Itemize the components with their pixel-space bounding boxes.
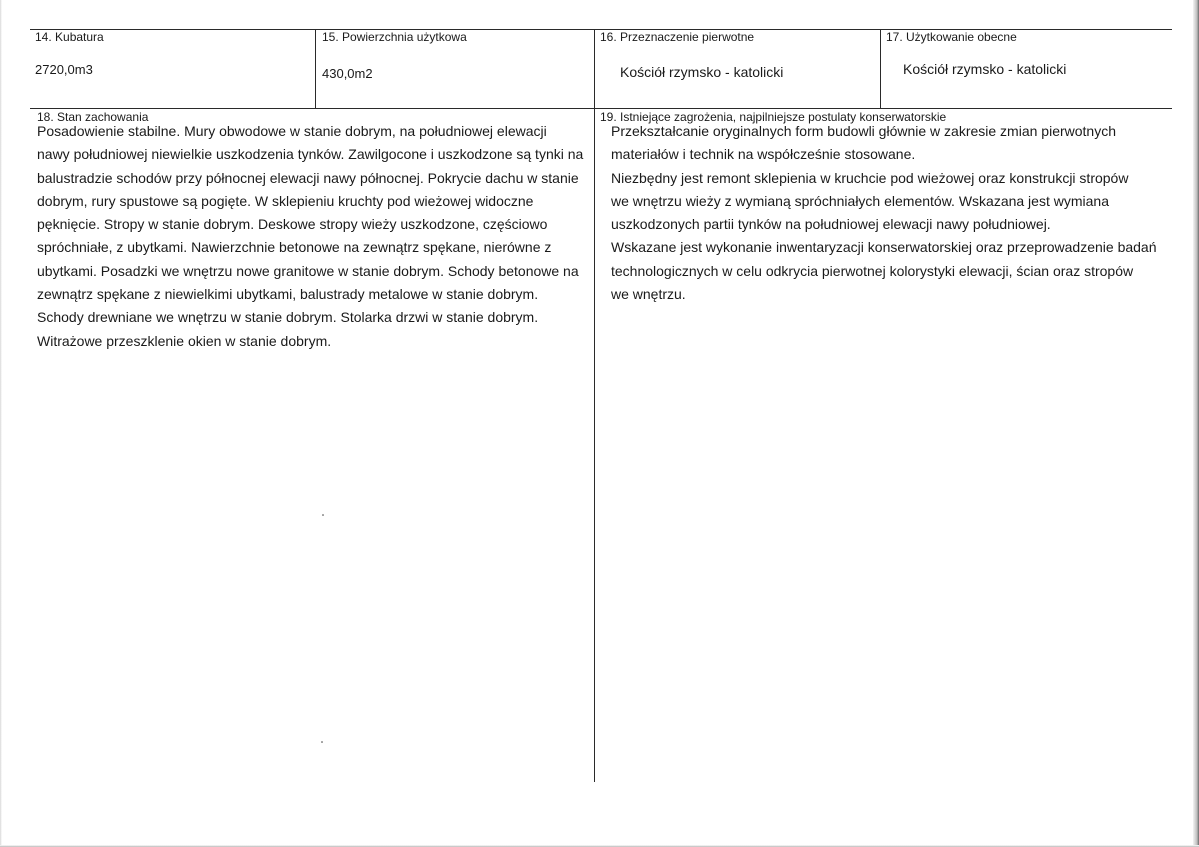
divider-16-17	[880, 29, 881, 108]
field-19-text	[611, 120, 1157, 306]
field-15-value: 430,0m2	[322, 66, 373, 81]
field-19-label: 19. Istniejące zagrożenia, najpilniejsze postulaty konserwatorskie	[600, 110, 947, 124]
field-18-line: spróchniałe, z ubytkami. Nawierzchnie betonowe na zewnątrz spękane, nierówne z	[37, 239, 552, 256]
field-18-line: dobrym, rury spustowe są pogięte. W sklepieniu kruchty pod wieżowej widoczne	[37, 192, 534, 209]
field-18-line: Schody drewniane we wnętrzu w stanie dobrym. Stolarka drzwi w stanie dobrym.	[37, 309, 539, 326]
field-19-line: materiałów i technik na współcześnie stosowane.	[611, 146, 916, 163]
field-15-label: 15. Powierzchnia użytkowa	[322, 30, 467, 44]
scan-speck	[321, 741, 323, 743]
field-16-value: Kościół rzymsko - katolicki	[620, 64, 784, 80]
field-18-line: Posadowienie stabilne. Mury obwodowe w stanie dobrym, na południowej elewacji	[37, 123, 547, 139]
field-19-line: we wnętrzu.	[611, 286, 686, 303]
field-18-line: nawy południowej niewielkie uszkodzenia tynków. Zawilgocone i uszkodzone są tynki na	[37, 146, 584, 163]
field-18-line: ubytkami. Posadzki we wnętrzu nowe granitowe w stanie dobrym. Schody betonowe na	[37, 262, 579, 279]
field-14-value: 2720,0m3	[35, 62, 93, 77]
scan-edge-left	[0, 0, 2, 847]
divider-14-15	[315, 29, 316, 108]
field-19-line: we wnętrzu wieży z wymianą spróchniałych elementów. Wskazana jest wymiana	[611, 192, 1109, 209]
field-19-line: Niezbędny jest remont sklepienia w kruchcie pod wieżowej oraz konstrukcji stropów	[611, 169, 1129, 186]
field-16-label: 16. Przeznaczenie pierwotne	[600, 30, 755, 44]
field-19-line: Wskazane jest wykonanie inwentaryzacji konserwatorskiej oraz przeprowadzenie badań	[611, 239, 1157, 256]
scan-edge-right	[1193, 0, 1199, 847]
field-17-value: Kościół rzymsko - katolicki	[903, 61, 1067, 77]
divider-18-19	[594, 108, 595, 782]
scan-speck	[322, 514, 324, 516]
field-18-line: Witrażowe przeszklenie okien w stanie dobrym.	[37, 332, 332, 349]
field-18-line: zewnątrz spękane z niewielkimi ubytkami, balustrady metalowe w stanie dobrym.	[37, 286, 539, 303]
field-14-label: 14. Kubatura	[35, 30, 104, 44]
field-18-text	[37, 120, 583, 353]
field-17-label: 17. Użytkowanie obecne	[886, 30, 1017, 44]
field-18-line: balustradzie schodów przy północnej elewacji nawy północnej. Pokrycie dachu w stanie	[37, 169, 579, 186]
field-19-line: uszkodzonych partii tynków na południowej elewacji nawy południowej.	[611, 216, 1051, 233]
field-19-line: technologicznych w celu odkrycia pierwotnej kolorystyki elewacji, ścian oraz stropów	[611, 262, 1134, 279]
field-19-line: Przekształcanie oryginalnych form budowli głównie w zakresie zmian pierwotnych	[611, 123, 1116, 139]
middle-rule	[30, 108, 1172, 109]
field-18-label: 18. Stan zachowania	[37, 110, 149, 124]
field-18-line: pęknięcie. Stropy w stanie dobrym. Deskowe stropy wieży uszkodzone, częściowo	[37, 216, 548, 233]
divider-15-16	[594, 29, 595, 108]
